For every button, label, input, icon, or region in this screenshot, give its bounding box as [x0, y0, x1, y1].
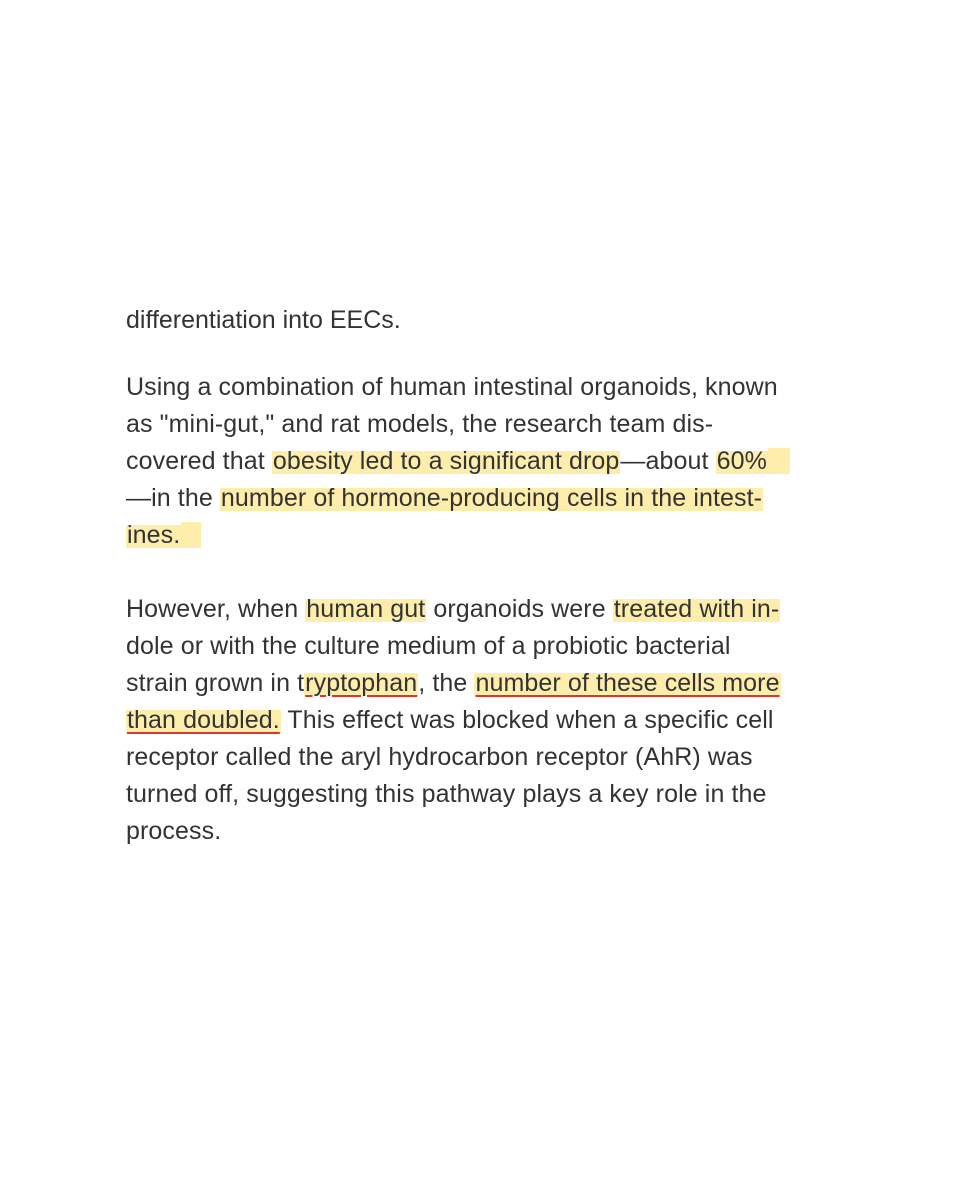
highlight-extension	[768, 448, 790, 474]
paragraph-2-line-4: than doubled. This effect was blocked when a specific cell	[127, 706, 774, 734]
paragraph-2-line-7: process.	[126, 817, 222, 845]
highlight-hormone-cells: number of hormone-producing cells in the intest-	[220, 484, 763, 512]
highlight-underline-doubled: than doubled.	[127, 706, 280, 734]
paragraph-1-line-1: Using a combination of human intestinal organoids, known	[126, 373, 778, 401]
highlight-extension	[181, 522, 201, 548]
highlight-intestines: ines.	[127, 521, 181, 549]
paragraph-2-line-6: turned off, suggesting this pathway plays a key role in the	[126, 780, 767, 808]
cut-off-text: differentiation into EECs.	[126, 306, 401, 328]
paragraph-2-line-3: strain grown in tryptophan, the number of these cells more	[126, 669, 780, 697]
highlight-underline-tryptophan: ryptophan	[305, 669, 418, 697]
highlight-human-gut: human gut	[306, 595, 426, 623]
highlight-60-percent: 60%	[716, 447, 767, 475]
highlight-obesity-drop: obesity led to a significant drop	[272, 447, 620, 475]
paragraph-1-line-5	[126, 517, 886, 554]
cut-off-line	[126, 300, 846, 328]
paragraph-1-line-3: covered that obesity led to a significant drop—about 60%	[126, 443, 886, 480]
highlight-underline-cells-more: number of these cells more	[475, 669, 780, 697]
highlight-treated-with: treated with in-	[613, 595, 780, 623]
paragraph-1-line-4: —in the number of hormone-producing cells in the intest-	[126, 484, 763, 512]
paragraph-2-line-5: receptor called the aryl hydrocarbon receptor (AhR) was	[126, 743, 753, 771]
paragraph-1-line-2: as "mini-gut," and rat models, the research team dis-	[126, 410, 714, 438]
paragraph-2-line-1: However, when human gut organoids were treated with in-	[126, 595, 780, 623]
paragraph-2-line-2: dole or with the culture medium of a probiotic bacterial	[126, 632, 731, 660]
